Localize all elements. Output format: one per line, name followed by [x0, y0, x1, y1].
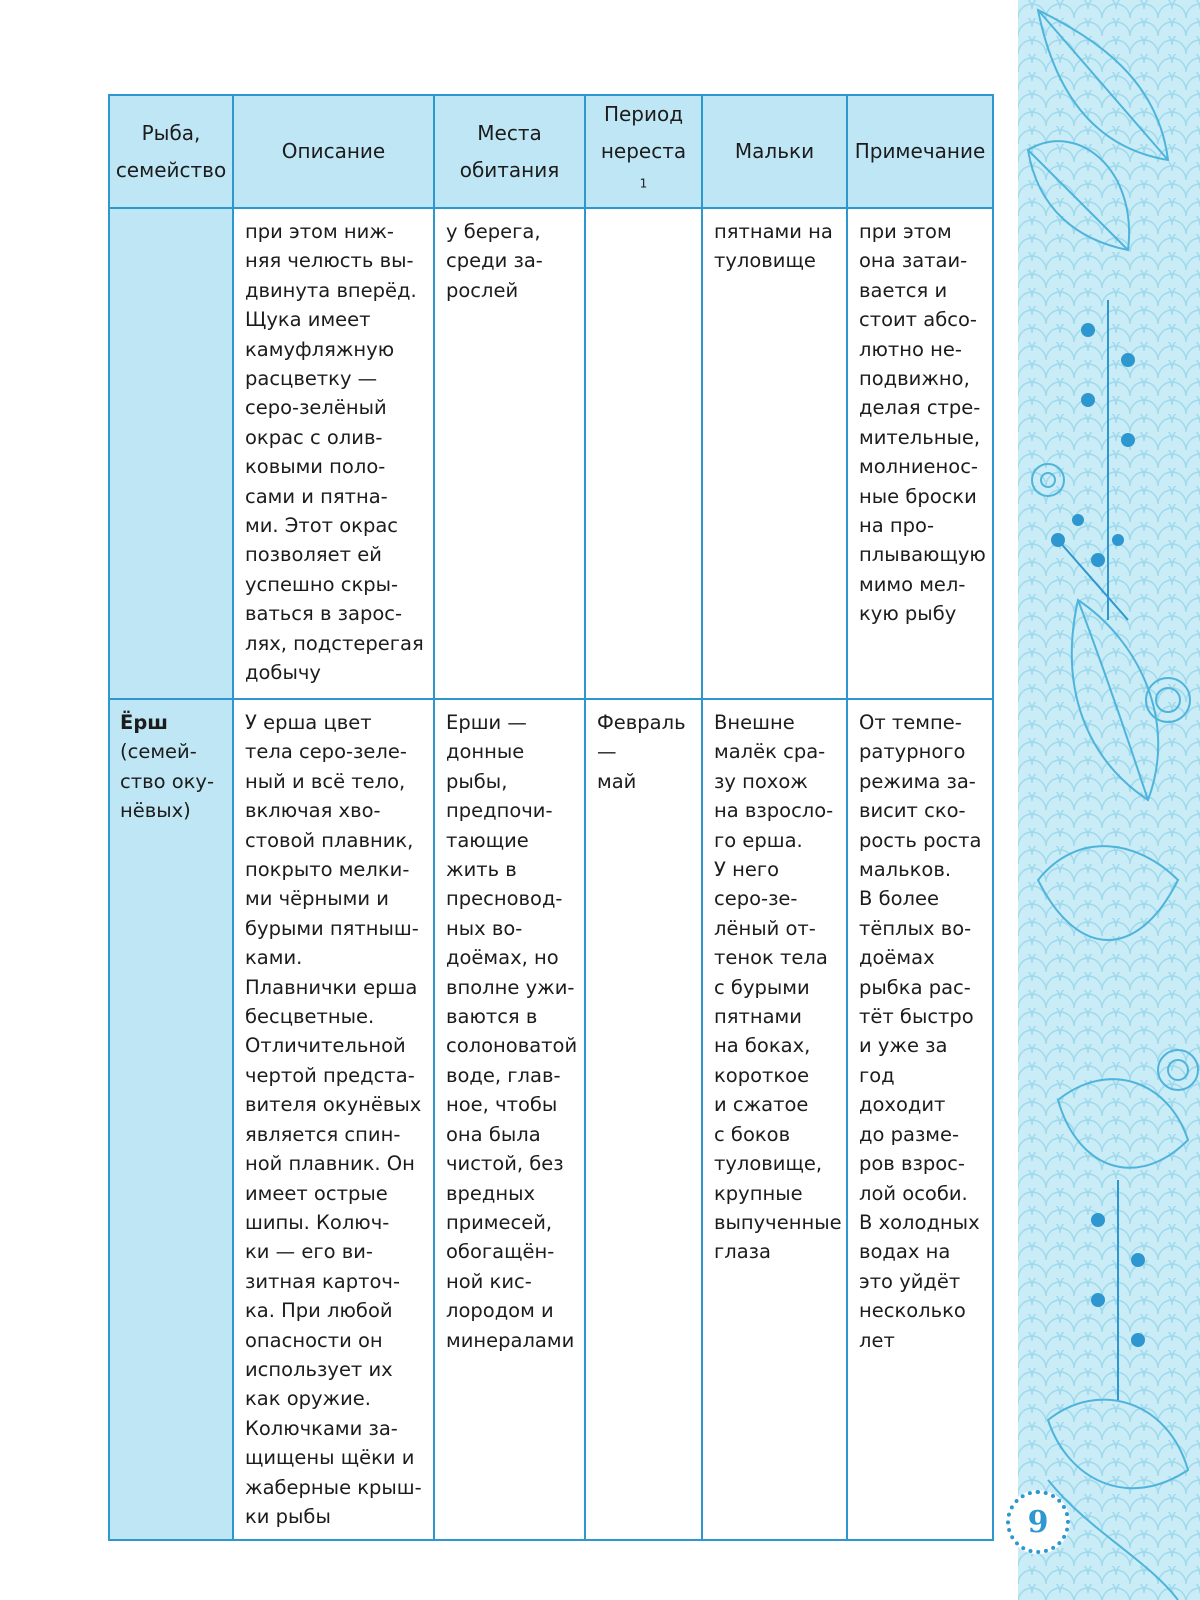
table-header-row: [109, 95, 993, 208]
spawning-cell: Февраль— май: [585, 699, 702, 1540]
description-cell: У ерша цвет тела серо-зеле- ный и всё тело, включая хво- стовой плавник, покрыто мелки- ми чёрными и бурыми пятныш- ками. Плавнички ерша бесцветные. Отличительной чертой предста- вителя окунёвых является спин- ной плавник. Он имеет острые шипы. Колюч- ки — его ви- зитная карточ- ка. При любой опасности он использует их как оружие. Колючками за- щищены щёки и жаберные крыш- ки рыбы: [233, 699, 434, 1540]
header-habitat: Места обитания: [434, 95, 585, 208]
fish-family: (семей- ство оку- нёвых): [120, 740, 214, 823]
description-cell: при этом ниж- няя челюсть вы- двинута вперёд. Щука имеет камуфляжную расцветку — серо-зелёный окрас с олив- ковыми поло- сами и пятна- ми. Этот окрас позволяет ей успешно скры- ваться в зарос- лях, подстерегая добычу: [233, 208, 434, 699]
page-number-badge: [1006, 1490, 1070, 1554]
habitat-cell: у берега, среди за- рослей: [434, 208, 585, 699]
habitat-cell: Ерши — донные рыбы, предпочи- тающие жить в пресновод- ных во- доёмах, но вполне ужи- ваются в солоноватой воде, глав- ное, чтобы она была чистой, без вредных примесей, обогащён- ной кис- лородом и минералами: [434, 699, 585, 1540]
table-row: [109, 699, 993, 1540]
fish-cell: [109, 208, 233, 699]
header-description: Описание: [233, 95, 434, 208]
fry-cell: Внешне малёк сра- зу похож на взросло- го ерша. У него серо-зе- лёный от- тенок тела с бурыми пятнами на боках, короткое и сжатое с боков туловище, крупные выпученные глаза: [702, 699, 847, 1540]
decorative-border: [1018, 0, 1200, 1600]
note-cell: при этом она затаи- вается и стоит абсо- лютно не- подвижно, делая стре- мительные, молниенос- ные броски на про- плывающую мимо мел- кую рыбу: [847, 208, 993, 699]
floral-pattern-icon: [1018, 0, 1200, 1600]
header-note: Примечание: [847, 95, 993, 208]
header-fish: Рыба, семейство: [109, 95, 233, 208]
fish-cell: [109, 699, 233, 1540]
header-spawning: Период нереста $^1$: [585, 95, 702, 208]
fish-table: [108, 94, 994, 1541]
footnote-marker: 1: [639, 176, 648, 191]
fry-cell: пятнами на туловище: [702, 208, 847, 699]
note-cell: От темпе- ратурного режима за- висит ско- рость роста мальков. В более тёплых во- доёмах рыбка рас- тёт быстро и уже за год доходит до разме- ров взрос- лой особи. В холодных водах на это уйдёт несколько лет: [847, 699, 993, 1540]
table-row: [109, 208, 993, 699]
spawning-cell: [585, 208, 702, 699]
fish-name: Ёрш: [120, 711, 168, 734]
page-number: 9: [1027, 1504, 1049, 1540]
header-fry: Мальки: [702, 95, 847, 208]
